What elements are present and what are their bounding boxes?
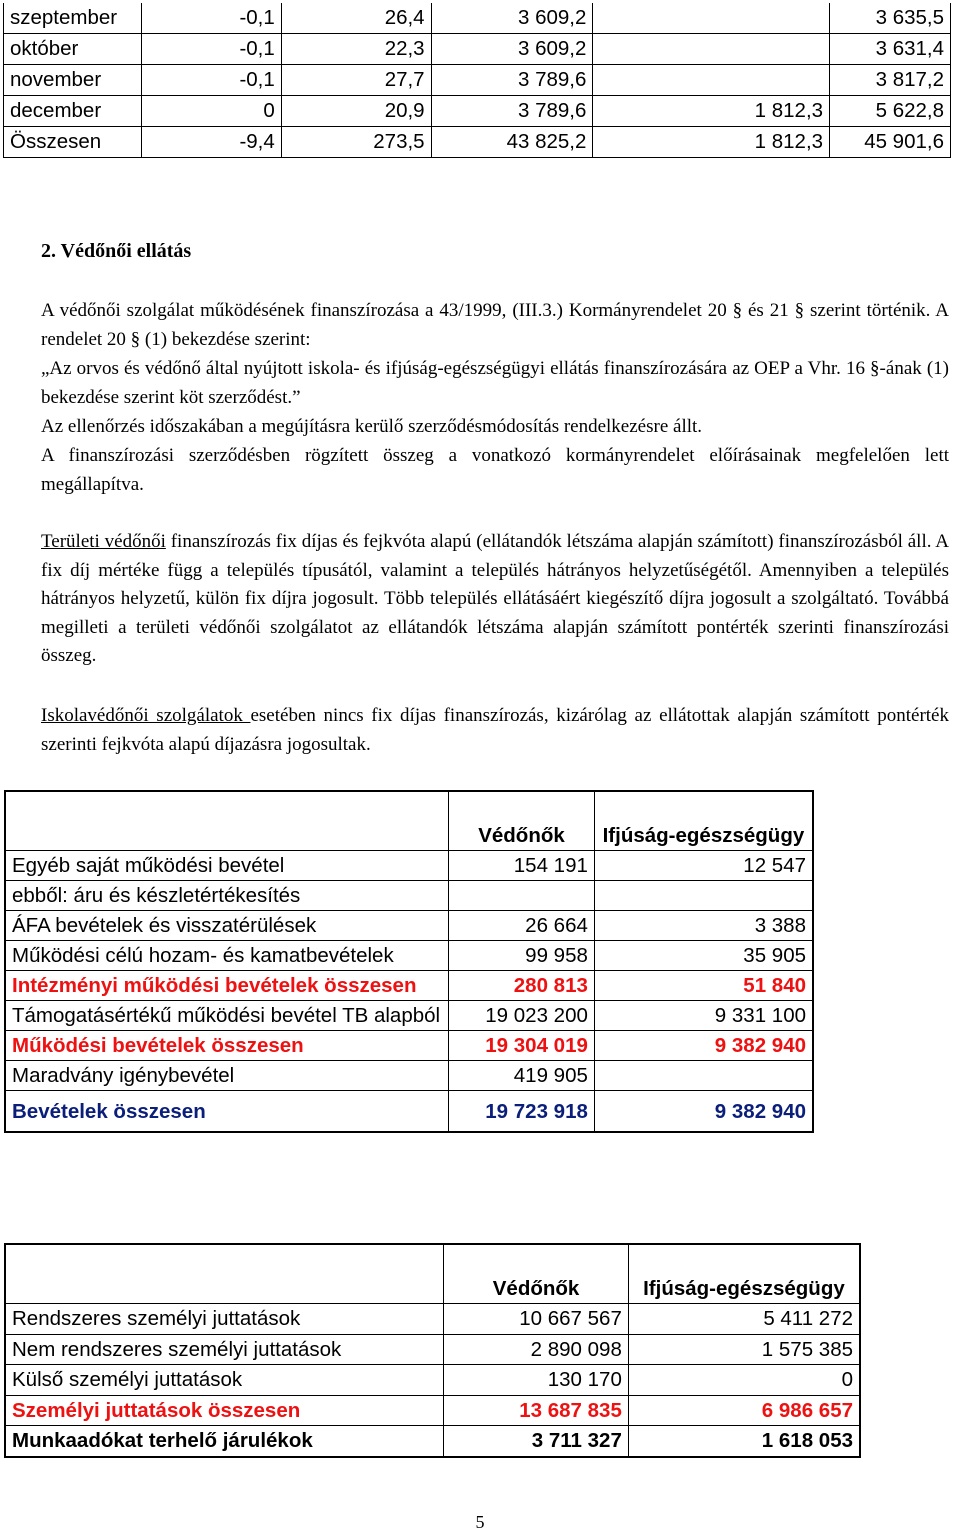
row-label: Intézményi működési bevételek összesen: [5, 971, 449, 1001]
table-row: [5, 1061, 813, 1091]
cell: 12 547: [594, 851, 813, 881]
cell: 130 170: [444, 1365, 629, 1396]
table-row-total: [5, 971, 813, 1001]
cell: -0,1: [141, 65, 281, 96]
header-ifjusag: Ifjúság-egészségügy: [594, 791, 813, 851]
cell: 3 789,6: [431, 65, 593, 96]
cell: 3 631,4: [830, 34, 951, 65]
cell: 3 388: [594, 911, 813, 941]
table-row: [5, 911, 813, 941]
cell: 273,5: [281, 127, 431, 158]
cell: -0,1: [141, 3, 281, 34]
cell: 3 609,2: [431, 3, 593, 34]
cell: 22,3: [281, 34, 431, 65]
income-table: [4, 790, 814, 1133]
cell: 2 890 098: [444, 1334, 629, 1365]
header-ifjusag: Ifjúság-egészségügy: [628, 1244, 860, 1304]
cell: 1 812,3: [593, 96, 830, 127]
table-row: [4, 96, 951, 127]
cell: 13 687 835: [444, 1395, 629, 1426]
table-row: [4, 65, 951, 96]
cell: 1 618 053: [628, 1426, 860, 1457]
cell: 1 812,3: [593, 127, 830, 158]
table-row-grand-total: [5, 1091, 813, 1133]
row-label: Nem rendszeres személyi juttatások: [5, 1334, 444, 1365]
cell: -0,1: [141, 34, 281, 65]
cell: 3 635,5: [830, 3, 951, 34]
cell: 9 331 100: [594, 1001, 813, 1031]
table-row-total: [5, 1395, 860, 1426]
cell: 26,4: [281, 3, 431, 34]
quote-paragraph: „Az orvos és védőnő által nyújtott iskola- és ifjúság-egészségügyi ellátás finanszírozására az OEP a Vhr. 16 §-ának (1) bekezdése szerint köt szerződést.”: [41, 358, 949, 408]
row-label: Működési célú hozam- és kamatbevételek: [5, 941, 449, 971]
row-label: Személyi juttatások összesen: [5, 1395, 444, 1426]
cell: 27,7: [281, 65, 431, 96]
cell: 20,9: [281, 96, 431, 127]
section-heading: 2. Védőnői ellátás: [41, 240, 192, 262]
table-row: [5, 1001, 813, 1031]
table-row: [5, 881, 813, 911]
cell: 43 825,2: [431, 127, 593, 158]
cell: [449, 881, 595, 911]
table-row: [5, 851, 813, 881]
cell: 51 840: [594, 971, 813, 1001]
month-label: október: [4, 34, 142, 65]
month-label: Összesen: [4, 127, 142, 158]
cell: 10 667 567: [444, 1304, 629, 1335]
row-label: Működési bevételek összesen: [5, 1031, 449, 1061]
table-header-row: [5, 1244, 860, 1304]
table-row: [5, 1365, 860, 1396]
header-vedonok: Védőnők: [449, 791, 595, 851]
cell: [594, 1061, 813, 1091]
cell: 19 723 918: [449, 1091, 595, 1133]
row-label: Bevételek összesen: [5, 1091, 449, 1133]
paragraph: Az ellenőrzés időszakában a megújításra kerülő szerződésmódosítás rendelkezésre állt.: [41, 416, 703, 437]
month-label: szeptember: [4, 3, 142, 34]
paragraph-iskola: [41, 702, 949, 759]
personnel-table: [4, 1243, 861, 1458]
row-label: Külső személyi juttatások: [5, 1365, 444, 1396]
cell: 9 382 940: [594, 1091, 813, 1133]
cell: 35 905: [594, 941, 813, 971]
cell: 419 905: [449, 1061, 595, 1091]
cell: [593, 65, 830, 96]
table-row-bold: [5, 1426, 860, 1457]
cell: 5 622,8: [830, 96, 951, 127]
row-label: ebből: áru és készletértékesítés: [5, 881, 449, 911]
paragraph-teruleti: [41, 528, 949, 671]
row-label: Munkaadókat terhelő járulékok: [5, 1426, 444, 1457]
cell: 3 817,2: [830, 65, 951, 96]
table-header-row: [5, 791, 813, 851]
cell: 19 023 200: [449, 1001, 595, 1031]
table-row: [4, 34, 951, 65]
header-empty: [5, 791, 449, 851]
underlined-term: Területi védőnői: [41, 531, 166, 552]
cell: [593, 34, 830, 65]
row-label: Egyéb saját működési bevétel: [5, 851, 449, 881]
cell: 0: [628, 1365, 860, 1396]
table-row: [5, 1304, 860, 1335]
row-label: Támogatásértékű működési bevétel TB alapból: [5, 1001, 449, 1031]
cell: 19 304 019: [449, 1031, 595, 1061]
table-row-total: [5, 1031, 813, 1061]
paragraph-text: esetében nincs fix díjas finanszírozás, kizárólag az ellátottak alapján számított pontérték szerinti fejkvóta alapú díjazásra jogosultak.: [41, 705, 949, 755]
cell: 3 789,6: [431, 96, 593, 127]
row-label: ÁFA bevételek és visszatérülések: [5, 911, 449, 941]
cell: -9,4: [141, 127, 281, 158]
table-row: [5, 941, 813, 971]
table-row: [4, 127, 951, 158]
cell: 9 382 940: [594, 1031, 813, 1061]
cell: 3 609,2: [431, 34, 593, 65]
header-vedonok: Védőnők: [444, 1244, 629, 1304]
cell: 99 958: [449, 941, 595, 971]
row-label: Rendszeres személyi juttatások: [5, 1304, 444, 1335]
cell: 154 191: [449, 851, 595, 881]
paragraph: A finanszírozási szerződésben rögzített összeg a vonatkozó kormányrendelet előírásainak megfelelően lett megállapítva.: [41, 445, 949, 495]
cell: 6 986 657: [628, 1395, 860, 1426]
paragraph-text: finanszírozás fix díjas és fejkvóta alapú (ellátandók létszáma alapján számított) finanszírozásból áll. A fix díj mértéke függ a település típusától, valamint a település hátrányos helyzetűségétől. Amennyiben a település hátrányos helyzetű, külön fix díjra jogosult. Több település ellátásáért kiegészítő díjra jogosult a szolgáltató. Továbbá megilleti a területi védőnői szolgálatot az ellátandók létszáma alapján számított pontérték szerinti finanszírozási összeg.: [41, 531, 949, 666]
month-label: december: [4, 96, 142, 127]
header-empty: [5, 1244, 444, 1304]
cell: 26 664: [449, 911, 595, 941]
cell: [593, 3, 830, 34]
cell: 1 575 385: [628, 1334, 860, 1365]
cell: 0: [141, 96, 281, 127]
monthly-table: [3, 3, 951, 158]
cell: 5 411 272: [628, 1304, 860, 1335]
cell: 45 901,6: [830, 127, 951, 158]
month-label: november: [4, 65, 142, 96]
table-row: [4, 3, 951, 34]
underlined-term: Iskolavédőnői szolgálatok: [41, 705, 251, 726]
row-label: Maradvány igénybevétel: [5, 1061, 449, 1091]
cell: 3 711 327: [444, 1426, 629, 1457]
cell: 280 813: [449, 971, 595, 1001]
paragraph: A védőnői szolgálat működésének finanszírozása a 43/1999, (III.3.) Kormányrendelet 20 § és 21 § szerint történik. A rendelet 20 § (1) bekezdése szerint:: [41, 300, 949, 350]
cell: [594, 881, 813, 911]
page-number: 5: [475, 1512, 485, 1532]
table-row: [5, 1334, 860, 1365]
